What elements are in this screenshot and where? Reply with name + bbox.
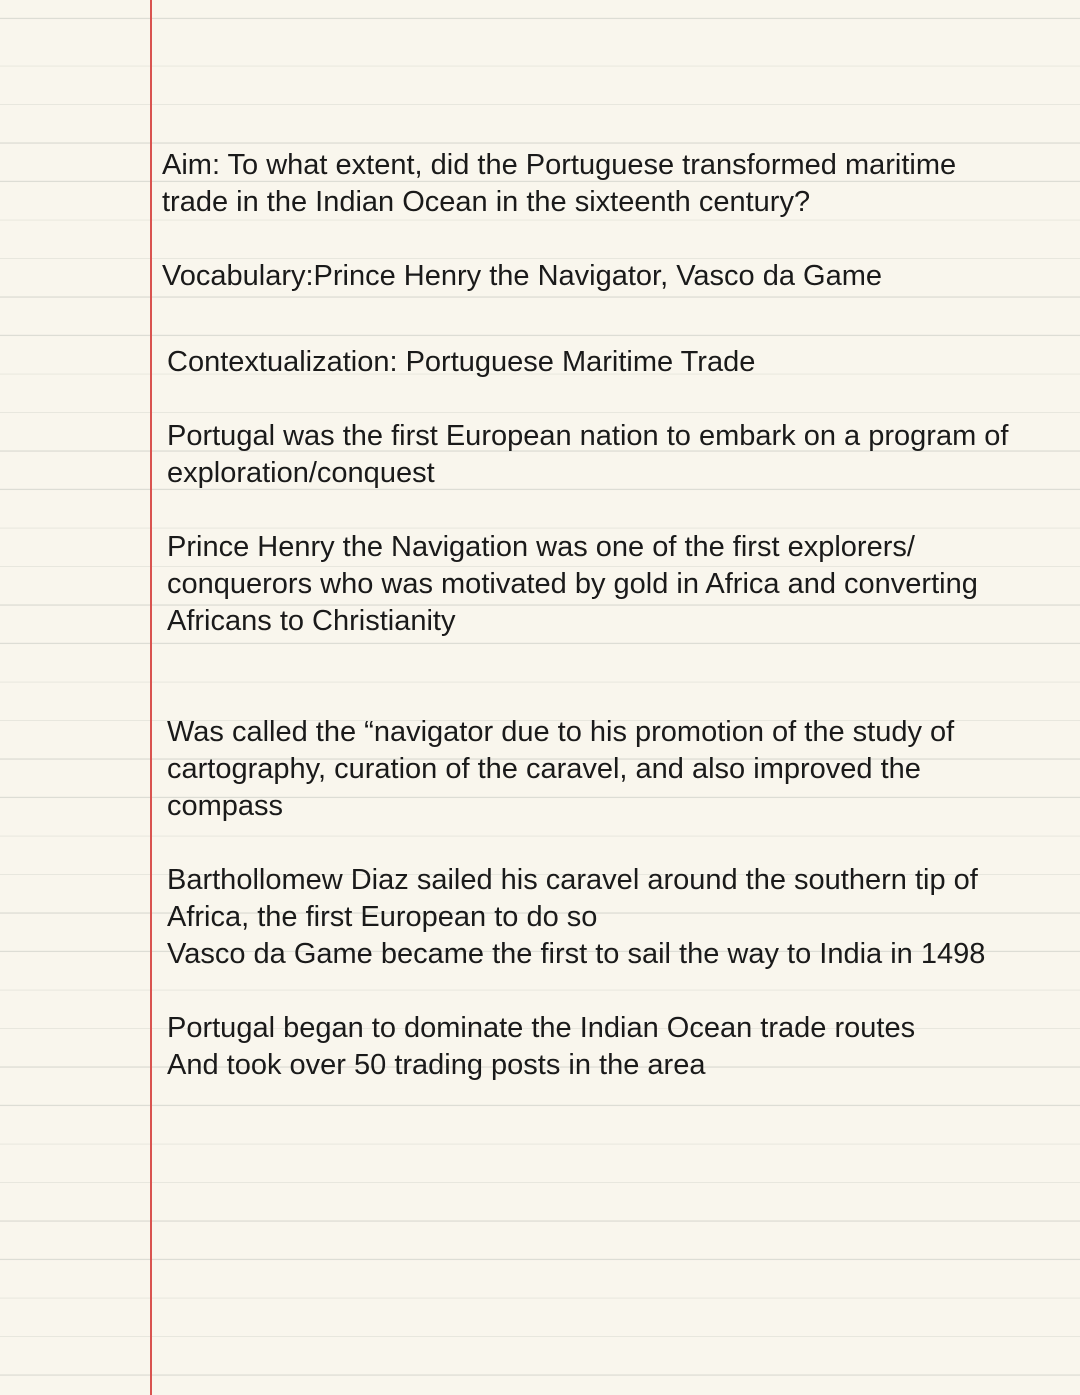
paragraph-3-line-2: cartography, curation of the caravel, and also improved the xyxy=(167,753,921,785)
paragraph-5-line-1: Portugal began to dominate the Indian Ocean trade routes xyxy=(167,1012,916,1044)
contextualization-block xyxy=(167,344,755,381)
paragraph-2-line-2: conquerors who was motivated by gold in Africa and converting xyxy=(167,568,978,600)
margin-line xyxy=(150,0,152,1395)
vocabulary-line: Vocabulary:Prince Henry the Navigator, Vasco da Game xyxy=(162,260,883,292)
paragraph-1 xyxy=(167,418,1008,492)
paragraph-1-line-1: Portugal was the first European nation to embark on a program of xyxy=(167,420,1009,452)
paragraph-2-line-1: Prince Henry the Navigation was one of the first explorers/ xyxy=(167,531,915,563)
paragraph-5-line-2: And took over 50 trading posts in the area xyxy=(167,1049,706,1081)
paragraph-3-line-1: Was called the “navigator due to his promotion of the study of xyxy=(167,716,955,748)
vocabulary-block xyxy=(162,258,882,295)
paragraph-1-line-2: exploration/conquest xyxy=(167,457,435,489)
paragraph-4-line-2: Africa, the first European to do so xyxy=(167,901,598,933)
aim-line-2: trade in the Indian Ocean in the sixteenth century? xyxy=(162,186,811,218)
aim-line-1: Aim: To what extent, did the Portuguese transformed maritime xyxy=(162,149,957,181)
paragraph-5 xyxy=(167,1010,915,1084)
paragraph-4-line-1: Barthollomew Diaz sailed his caravel around the southern tip of xyxy=(167,864,978,896)
paragraph-4 xyxy=(167,862,985,973)
paragraph-3-line-3: compass xyxy=(167,790,284,822)
paragraph-4-line-3: Vasco da Game became the first to sail the way to India in 1498 xyxy=(167,938,986,970)
paragraph-2 xyxy=(167,529,978,640)
aim-block xyxy=(162,147,956,221)
contextualization-line: Contextualization: Portuguese Maritime Trade xyxy=(167,346,756,378)
paragraph-3 xyxy=(167,714,954,825)
paragraph-2-line-3: Africans to Christianity xyxy=(167,605,456,637)
